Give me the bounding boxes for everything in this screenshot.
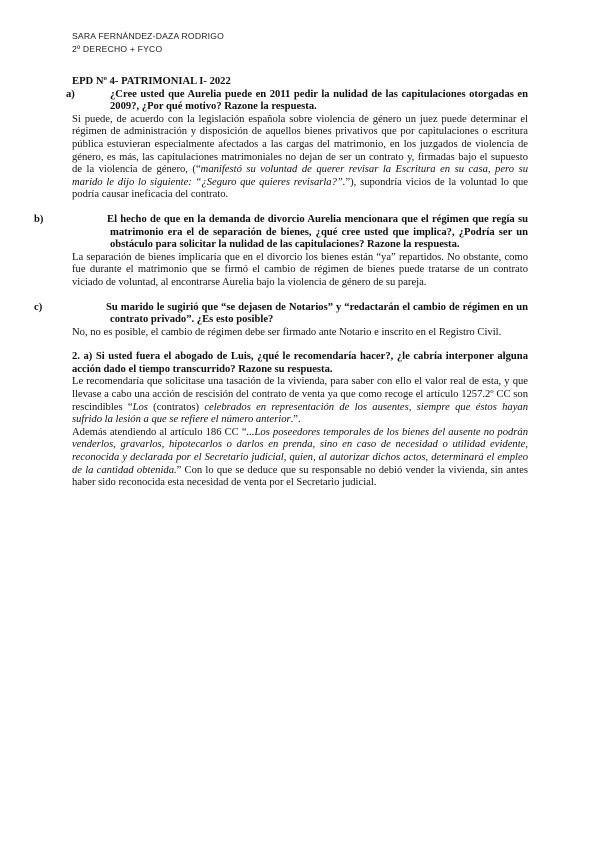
- answer-2a-paragraph-1: [72, 376, 528, 426]
- answer-2a-p1-end: .”.: [290, 414, 301, 426]
- question-2a: 2. a) Si usted fuera el abogado de Luis, ¿qué le recomendaría hacer?, ¿le cabría interponer alguna acción dado el tiempo transcurrido? Razone su respuesta.: [72, 351, 528, 375]
- question-1a-text: ¿Cree usted que Aurelia puede en 2011 pedir la nulidad de las capitulaciones otorgadas en 2009?, ¿Por qué motivo? Razone la respuesta.: [110, 88, 528, 113]
- answer-1c: No, no es posible, el cambio de régimen debe ser firmado ante Notario e inscrito en el Registro Civil.: [72, 326, 502, 338]
- answer-2a-p1-text: Le recomendaría que solicitase una tasación de la vivienda, para saber con ello el valor real de esta, y que llevase a cabo una acción de rescisión del contrato de venta ya que como recoge el artículo 1257.2º CC son rescindibles “: [72, 376, 528, 413]
- document-title: EPD Nº 4- PATRIMONIAL I- 2022: [72, 76, 231, 87]
- course-name: 2º DERECHO + FYCO: [72, 44, 163, 54]
- answer-2a-paragraph-2: [72, 427, 528, 490]
- answer-2a-p2-quote: ...Los poseedores temporales de los bienes del ausente no podrán venderlos, gravarlos, hipotecarlos o darlos en prenda, sino en caso de necesidad o utilidad evidente, reconocida y declarada por el Secretario judicial, quien, al autorizar dichos actos, determinará el empleo de la cantidad obtenida.: [72, 426, 529, 476]
- answer-1a-part2: ”), supondría vicios de la voluntad lo que podría causar ineficacia del contrato.: [72, 176, 528, 201]
- question-1c: [34, 301, 528, 327]
- question-1c-text: Su marido le sugirió que “se dejasen de Notarios” y “redactarán el cambio de régimen en un contrato privado”. ¿Es esto posible?: [105, 301, 528, 326]
- question-1b: [34, 213, 528, 252]
- document-body: [34, 76, 529, 490]
- answer-2a-p2-end: ” Con lo que se deduce que su responsable no debió vender la vivienda, sin antes haber sido reconocida esta necesidad de venta por el Secretario judicial.: [72, 464, 529, 489]
- answer-2a-p1-quote-a: Los: [132, 401, 148, 413]
- question-1a-label: a): [66, 88, 75, 100]
- answer-1a-quote: manifestó su voluntad de querer revisar la Escritura en su casa, pero su marido le dijo lo siguiente: “¿Seguro que quieres revisarla?”.: [72, 164, 528, 188]
- question-1b-label: b): [34, 213, 44, 225]
- document-header: [72, 30, 224, 56]
- answer-2a-p1-quote-b: celebrados en representación de los ausentes, siempre que éstos hayan sufrido la lesión a que se refiere el número anterior: [72, 401, 529, 426]
- answer-2a-p1-plain: (contratos): [147, 401, 205, 413]
- author-name: SARA FERNÁNDEZ-DAZA RODRIGO: [72, 31, 224, 41]
- answer-1a-part1: Si puede, de acuerdo con la legislación española sobre violencia de género un juez puede determinar el régimen de administración y disposición de aquellos bienes privativos que por capitulaciones o escritura pública estuvieran especialmente afectados a las cargas del matrimonio, en los juzgados de violencia de género, es más, las capitulaciones matrimoniales no dejan de ser un contrato y, firmadas bajo el supuesto de la violencia de género, (“: [72, 113, 528, 176]
- question-1a: [66, 88, 528, 114]
- answer-1a: [72, 114, 528, 202]
- question-1c-label: c): [34, 301, 43, 313]
- answer-2a-p2-text: Además atendiendo al artículo 186 CC “: [72, 426, 247, 438]
- question-1b-text: El hecho de que en la demanda de divorcio Aurelia mencionara que el régimen que regía su matrimonio era el de separación de bienes, ¿qué cree usted que implica?, ¿Podría ser un obstáculo para solicitar la nulidad de las capitulaciones? Razone la respuesta.: [107, 213, 528, 251]
- answer-1b: La separación de bienes implicaría que en el divorcio los bienes están “ya” repartidos. No obstante, como fue durante el matrimonio que se firmó el cambio de régimen de bienes puede tratarse de un contrato viciado de voluntad, al encontrarse Aurelia bajo la violencia de género de su pareja.: [72, 251, 528, 288]
